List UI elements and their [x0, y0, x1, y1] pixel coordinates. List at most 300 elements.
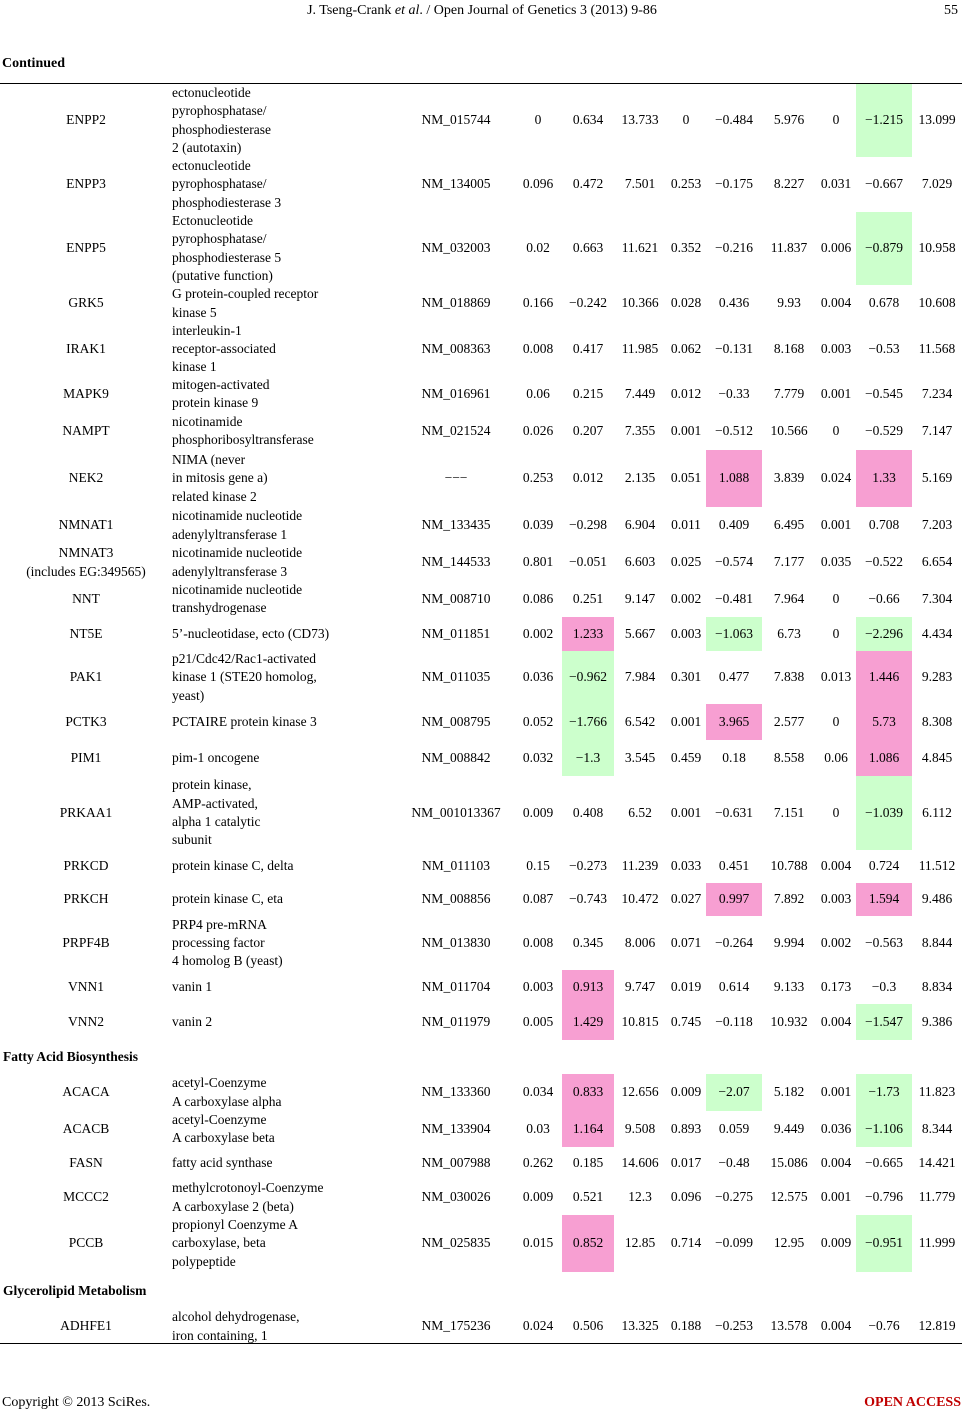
- value-cell: 13.325: [621, 1318, 659, 1334]
- table-row: [0, 916, 964, 970]
- value-cell: 7.984: [624, 669, 656, 685]
- gene-description: [172, 157, 382, 212]
- value-cell: 0.096: [670, 1189, 702, 1205]
- gene-symbol-text: PRPF4B: [62, 934, 110, 950]
- value-cell: 0.006: [820, 240, 852, 256]
- gene-description-text: NIMA (never in mitosis gene a) related kinase 2: [172, 452, 268, 504]
- value-cell: 0.002: [522, 625, 554, 641]
- value-cell: −0.099: [715, 1235, 753, 1251]
- table-row: [0, 617, 964, 651]
- value-cell: 0.032: [522, 749, 554, 765]
- accession-number: NM_008842: [421, 749, 491, 765]
- gene-symbol-text: NMNAT1: [58, 517, 114, 533]
- value-cell: 0: [832, 422, 840, 438]
- gene-description: [172, 507, 382, 544]
- gene-description-text: methylcrotonoyl-Coenzyme A carboxylase 2 (beta): [172, 1180, 324, 1214]
- accession-number: −−−: [444, 470, 468, 486]
- value-cell-up: 1.088: [706, 450, 762, 507]
- gene-description: [172, 376, 382, 412]
- value-cell: 8.844: [921, 934, 953, 950]
- value-cell: 0.02: [526, 240, 550, 256]
- value-cell: −0.216: [715, 240, 753, 256]
- value-cell: 0: [832, 112, 840, 128]
- gene-description-text: PCTAIRE protein kinase 3: [172, 713, 317, 729]
- value-cell: 5.976: [773, 112, 805, 128]
- value-cell: 10.608: [918, 295, 956, 311]
- gene-description: [172, 617, 382, 651]
- gene-description: [172, 285, 382, 322]
- value-cell: −0.131: [715, 340, 753, 356]
- gene-symbol-text: ENPP5: [66, 240, 106, 256]
- gene-symbol-text: NT5E: [69, 625, 103, 641]
- open-access-label: OPEN ACCESS: [864, 1395, 961, 1410]
- value-cell: 11.568: [918, 340, 956, 356]
- gene-symbol-text: PIM1: [70, 749, 102, 765]
- value-cell: 0.001: [820, 385, 852, 401]
- value-cell: 0.745: [670, 1013, 702, 1029]
- value-cell: 0.06: [824, 749, 848, 765]
- value-cell: 0.012: [670, 385, 702, 401]
- gene-symbol-text: NAMPT: [62, 422, 110, 438]
- value-cell-down: −1.73: [856, 1074, 912, 1111]
- accession-number: NM_008363: [421, 340, 491, 356]
- gene-symbol-text: PCCB: [68, 1235, 104, 1251]
- value-cell: 10.472: [621, 891, 659, 907]
- value-cell: 0.893: [670, 1120, 702, 1136]
- value-cell: 0: [682, 112, 690, 128]
- accession-number: NM_011035: [421, 669, 491, 685]
- value-cell: 10.958: [918, 240, 956, 256]
- value-cell: 8.227: [773, 176, 805, 192]
- value-cell: 0.001: [820, 1189, 852, 1205]
- value-cell: 9.386: [921, 1013, 953, 1029]
- value-cell: 7.449: [624, 385, 656, 401]
- value-cell: 0.634: [572, 112, 604, 128]
- value-cell: 6.495: [773, 517, 805, 533]
- value-cell-down: −1.106: [856, 1111, 912, 1147]
- gene-description: [172, 704, 382, 740]
- value-cell: 13.099: [918, 112, 956, 128]
- gene-description-text: alcohol dehydrogenase, iron containing, 1: [172, 1309, 300, 1343]
- value-cell: 7.203: [921, 517, 953, 533]
- accession-number: NM_016961: [421, 385, 491, 401]
- value-cell: 11.621: [621, 240, 659, 256]
- accession-number: NM_025835: [421, 1235, 491, 1251]
- value-cell: 13.578: [770, 1318, 808, 1334]
- value-cell: 0.087: [522, 891, 554, 907]
- value-cell: 12.3: [628, 1189, 652, 1205]
- gene-description: [172, 1004, 382, 1040]
- gene-symbol-text: NEK2: [68, 470, 104, 486]
- gene-description: [172, 412, 382, 450]
- gene-description-text: protein kinase C, eta: [172, 891, 283, 907]
- value-cell: 0.001: [670, 804, 702, 820]
- gene-description-text: acetyl-Coenzyme A carboxylase alpha: [172, 1075, 282, 1109]
- value-cell: 0.345: [572, 934, 604, 950]
- value-cell: 0.801: [522, 554, 554, 570]
- value-cell: 7.355: [624, 422, 656, 438]
- value-cell: 6.542: [624, 713, 656, 729]
- value-cell: 0.03: [526, 1120, 550, 1136]
- value-cell: 7.964: [773, 590, 805, 606]
- value-cell: 12.819: [918, 1318, 956, 1334]
- gene-description-text: mitogen-activated protein kinase 9: [172, 376, 270, 410]
- value-cell: 0.024: [522, 1318, 554, 1334]
- value-cell: 10.366: [621, 295, 659, 311]
- value-cell-up: 1.594: [856, 883, 912, 916]
- table-row: [0, 322, 964, 376]
- gene-description: [172, 850, 382, 883]
- value-cell: 6.112: [922, 804, 952, 820]
- value-cell: −0.522: [865, 554, 903, 570]
- table-row: [0, 651, 964, 704]
- value-cell: 0.003: [670, 625, 702, 641]
- value-cell: 9.93: [777, 295, 801, 311]
- gene-symbol: [0, 157, 172, 212]
- value-cell: 11.779: [918, 1189, 956, 1205]
- value-cell: 8.344: [921, 1120, 953, 1136]
- value-cell: 0.614: [718, 978, 750, 994]
- title-etal: et al: [394, 3, 420, 18]
- value-cell: −0.796: [865, 1189, 903, 1205]
- gene-symbol: [0, 850, 172, 883]
- running-header: [0, 0, 964, 22]
- value-cell: 14.421: [918, 1155, 956, 1171]
- value-cell: 7.029: [921, 176, 953, 192]
- accession-number: NM_011979: [421, 1013, 491, 1029]
- value-cell: 0.004: [820, 1155, 852, 1171]
- value-cell: 7.151: [773, 804, 805, 820]
- gene-description-text: ectonucleotide pyrophosphatase/ phosphodiesterase 3: [172, 158, 282, 210]
- value-cell: 6.603: [624, 554, 656, 570]
- table-row: [0, 376, 964, 412]
- table-row: [0, 776, 964, 850]
- value-cell: −0.574: [715, 554, 753, 570]
- value-cell-down: −1.063: [706, 617, 762, 651]
- value-cell: 0.215: [572, 385, 604, 401]
- value-cell-down: −2.296: [856, 617, 912, 651]
- gene-description-text: pim-1 oncogene: [172, 749, 260, 765]
- value-cell: 0.036: [522, 669, 554, 685]
- value-cell: 0.036: [820, 1120, 852, 1136]
- value-cell: −0.631: [715, 804, 753, 820]
- value-cell: 11.823: [918, 1084, 956, 1100]
- value-cell: 5.667: [624, 625, 656, 641]
- value-cell: 0.663: [572, 240, 604, 256]
- gene-symbol-text: PRKCD: [63, 858, 109, 874]
- value-cell: 13.733: [621, 112, 659, 128]
- value-cell: 15.086: [770, 1155, 808, 1171]
- value-cell: 0.459: [670, 749, 702, 765]
- table-row: [0, 157, 964, 212]
- value-cell: 0.015: [522, 1235, 554, 1251]
- value-cell: 0.004: [820, 1013, 852, 1029]
- value-cell-down: −2.07: [706, 1074, 762, 1111]
- section-heading: Glycerolipid Metabolism: [3, 1282, 147, 1298]
- value-cell: 0.008: [522, 340, 554, 356]
- value-cell: 5.169: [921, 470, 953, 486]
- gene-symbol: [0, 1215, 172, 1272]
- value-cell: 0.003: [820, 891, 852, 907]
- value-cell-down: −1.766: [562, 704, 614, 740]
- value-cell-down: −1.215: [856, 84, 912, 157]
- value-cell: 0.001: [670, 422, 702, 438]
- value-cell: −0.275: [715, 1189, 753, 1205]
- value-cell-up: 1.086: [856, 740, 912, 776]
- value-cell: 0.06: [526, 385, 550, 401]
- value-cell: 10.566: [770, 422, 808, 438]
- value-cell: 7.177: [773, 554, 805, 570]
- value-cell-up: 0.913: [562, 970, 614, 1004]
- value-cell: 0.026: [522, 422, 554, 438]
- gene-symbol-text: MAPK9: [63, 385, 109, 401]
- value-cell: −0.273: [569, 858, 607, 874]
- value-cell: 0.071: [670, 934, 702, 950]
- value-cell: 0.008: [522, 934, 554, 950]
- gene-description: [172, 212, 382, 285]
- value-cell: 3.545: [624, 749, 656, 765]
- accession-number: NM_008856: [421, 891, 491, 907]
- table-row: [0, 970, 964, 1004]
- value-cell: 0.003: [820, 340, 852, 356]
- value-cell: 6.73: [777, 625, 801, 641]
- value-cell: −0.3: [871, 978, 897, 994]
- gene-symbol: [0, 916, 172, 970]
- table-row: [0, 507, 964, 544]
- value-cell: 0.678: [868, 295, 900, 311]
- gene-symbol: [0, 212, 172, 285]
- value-cell: 0.034: [522, 1084, 554, 1100]
- value-cell: 0.301: [670, 669, 702, 685]
- table-row: [0, 704, 964, 740]
- value-cell: 10.932: [770, 1013, 808, 1029]
- value-cell-up: 1.164: [562, 1111, 614, 1147]
- gene-description: [172, 84, 382, 157]
- value-cell: −0.53: [868, 340, 900, 356]
- value-cell: 4.434: [921, 625, 953, 641]
- value-cell: −0.667: [865, 176, 903, 192]
- gene-description-text: Ectonucleotide pyrophosphatase/ phosphodiesterase 5 (putative function): [172, 212, 282, 283]
- value-cell-down: −1.3: [562, 740, 614, 776]
- value-cell: 0.031: [820, 176, 852, 192]
- value-cell: −0.484: [715, 112, 753, 128]
- value-cell: −0.665: [865, 1155, 903, 1171]
- value-cell: 0.001: [820, 1084, 852, 1100]
- value-cell: 8.834: [921, 978, 953, 994]
- value-cell: −0.118: [715, 1013, 753, 1029]
- value-cell: 0.011: [671, 517, 701, 533]
- value-cell-down: −1.039: [856, 776, 912, 850]
- title-journal: . / Open Journal of Genetics 3 (2013) 9-86: [419, 3, 657, 18]
- value-cell: 0.004: [820, 858, 852, 874]
- value-cell: 0.096: [522, 176, 554, 192]
- value-cell: 0.059: [718, 1120, 750, 1136]
- gene-symbol: [0, 544, 172, 581]
- table-row: [0, 740, 964, 776]
- value-cell: 0: [534, 112, 542, 128]
- gene-symbol: [0, 704, 172, 740]
- gene-description-text: p21/Cdc42/Rac1-activated kinase 1 (STE20 homolog, yeast): [172, 651, 317, 703]
- value-cell: 0.002: [670, 590, 702, 606]
- value-cell: 8.168: [773, 340, 805, 356]
- value-cell: 14.606: [621, 1155, 659, 1171]
- gene-symbol: [0, 776, 172, 850]
- gene-description-text: acetyl-Coenzyme A carboxylase beta: [172, 1111, 275, 1145]
- gene-symbol: [0, 651, 172, 704]
- value-cell-down: −0.951: [856, 1215, 912, 1272]
- gene-symbol: [0, 970, 172, 1004]
- gene-description-text: propionyl Coenzyme A carboxylase, beta polypeptide: [172, 1217, 298, 1269]
- value-cell: 0: [832, 625, 840, 641]
- value-cell-up: 1.233: [562, 617, 614, 651]
- gene-symbol: [0, 285, 172, 322]
- gene-symbol: [0, 1180, 172, 1215]
- gene-symbol-text: VNN1: [68, 978, 104, 994]
- gene-description-text: ectonucleotide pyrophosphatase/ phosphodiesterase 2 (autotaxin): [172, 84, 271, 155]
- value-cell: 0.251: [572, 590, 604, 606]
- value-cell: 0.714: [670, 1235, 702, 1251]
- value-cell: 0.086: [522, 590, 554, 606]
- page-number: 55: [944, 3, 958, 18]
- value-cell: 11.999: [918, 1235, 956, 1251]
- value-cell: 0.001: [670, 713, 702, 729]
- value-cell: −0.242: [569, 295, 607, 311]
- value-cell: 0.001: [820, 517, 852, 533]
- value-cell: 0.417: [572, 340, 604, 356]
- gene-description: [172, 322, 382, 376]
- value-cell: 6.904: [624, 517, 656, 533]
- gene-description-text: 5’-nucleotidase, ecto (CD73): [172, 625, 330, 641]
- value-cell: 0.012: [572, 470, 604, 486]
- value-cell: 0.039: [522, 517, 554, 533]
- accession-number: NM_175236: [421, 1318, 491, 1334]
- value-cell-up: 1.446: [856, 651, 912, 704]
- value-cell: −0.253: [715, 1318, 753, 1334]
- value-cell: 3.839: [773, 470, 805, 486]
- gene-symbol-text: ACACB: [62, 1120, 110, 1136]
- accession-number: NM_011851: [421, 625, 491, 641]
- value-cell: 0.005: [522, 1013, 554, 1029]
- gene-symbol-text: VNN2: [68, 1013, 104, 1029]
- value-cell-down: −1.547: [856, 1004, 912, 1040]
- value-cell: 7.892: [773, 891, 805, 907]
- value-cell: 9.147: [624, 590, 656, 606]
- value-cell: 0.052: [522, 713, 554, 729]
- gene-symbol: [0, 617, 172, 651]
- value-cell: 11.239: [621, 858, 659, 874]
- value-cell: −0.76: [868, 1318, 900, 1334]
- value-cell: 0.051: [670, 470, 702, 486]
- copyright: Copyright © 2013 SciRes.: [2, 1395, 151, 1410]
- table-row: [0, 1004, 964, 1040]
- value-cell: 0.009: [522, 1189, 554, 1205]
- value-cell: 0.033: [670, 858, 702, 874]
- gene-symbol: [0, 1310, 172, 1343]
- gene-description-text: fatty acid synthase: [172, 1155, 273, 1171]
- value-cell: 0.035: [820, 554, 852, 570]
- gene-symbol-text: NMNAT3 (includes EG:349565): [26, 545, 146, 579]
- value-cell: 0.009: [670, 1084, 702, 1100]
- accession-number: NM_032003: [421, 240, 491, 256]
- value-cell: 0.013: [820, 669, 852, 685]
- accession-number: NM_007988: [421, 1155, 491, 1171]
- gene-symbol-text: IRAK1: [66, 340, 106, 356]
- title-authors: J. Tseng-Crank: [307, 3, 395, 18]
- gene-description: [172, 1215, 382, 1272]
- value-cell-up: 3.965: [706, 704, 762, 740]
- value-cell: 0.019: [670, 978, 702, 994]
- value-cell: 7.838: [773, 669, 805, 685]
- value-cell: 0.004: [820, 295, 852, 311]
- value-cell: −0.175: [715, 176, 753, 192]
- gene-description-text: nicotinamide nucleotide adenylyltransferase 1: [172, 508, 303, 542]
- value-cell: 0.188: [670, 1318, 702, 1334]
- value-cell-up: 0.833: [562, 1074, 614, 1111]
- value-cell: 10.815: [621, 1013, 659, 1029]
- value-cell-down: −0.962: [562, 651, 614, 704]
- accession-number: NM_008710: [421, 590, 491, 606]
- value-cell: 0.173: [820, 978, 852, 994]
- value-cell: 0.352: [670, 240, 702, 256]
- gene-description: [172, 1180, 382, 1215]
- table-row: [0, 581, 964, 617]
- value-cell: 11.837: [770, 240, 808, 256]
- value-cell: 12.95: [773, 1235, 805, 1251]
- value-cell: 0.724: [868, 858, 900, 874]
- value-cell: −0.563: [865, 934, 903, 950]
- table-row: [0, 883, 964, 916]
- value-cell: 7.234: [921, 385, 953, 401]
- accession-number: NM_011704: [421, 978, 491, 994]
- value-cell: −0.743: [569, 891, 607, 907]
- gene-symbol: [0, 1111, 172, 1147]
- value-cell: 0.024: [820, 470, 852, 486]
- value-cell: 0.166: [522, 295, 554, 311]
- table-row: [0, 1310, 964, 1343]
- gene-symbol-text: GRK5: [68, 295, 104, 311]
- gene-description: [172, 1074, 382, 1111]
- value-cell: 0.436: [718, 295, 750, 311]
- value-cell: 0.708: [868, 517, 900, 533]
- value-cell: −0.481: [715, 590, 753, 606]
- table-row: [0, 212, 964, 285]
- value-cell: 2.577: [773, 713, 805, 729]
- value-cell: 12.575: [770, 1189, 808, 1205]
- value-cell: 12.85: [624, 1235, 656, 1251]
- accession-number: NM_133435: [421, 517, 491, 533]
- gene-description: [172, 581, 382, 617]
- table-row: [0, 1215, 964, 1272]
- value-cell: 0.253: [522, 470, 554, 486]
- gene-description-text: nicotinamide phosphoribosyltransferase: [172, 413, 314, 447]
- value-cell: −0.051: [569, 554, 607, 570]
- value-cell: 0.451: [718, 858, 750, 874]
- value-cell: −0.298: [569, 517, 607, 533]
- accession-number: NM_001013367: [411, 804, 501, 820]
- gene-description: [172, 916, 382, 970]
- value-cell: 9.283: [921, 669, 953, 685]
- value-cell: 0.009: [820, 1235, 852, 1251]
- gene-symbol-text: NNT: [72, 590, 100, 606]
- value-cell: 8.308: [921, 713, 953, 729]
- value-cell: 0.506: [572, 1318, 604, 1334]
- value-cell: 0.15: [526, 858, 550, 874]
- gene-symbol: [0, 1004, 172, 1040]
- gene-description: [172, 544, 382, 581]
- value-cell: 0.477: [718, 669, 750, 685]
- value-cell: 6.654: [921, 554, 953, 570]
- gene-symbol-text: PCTK3: [65, 713, 107, 729]
